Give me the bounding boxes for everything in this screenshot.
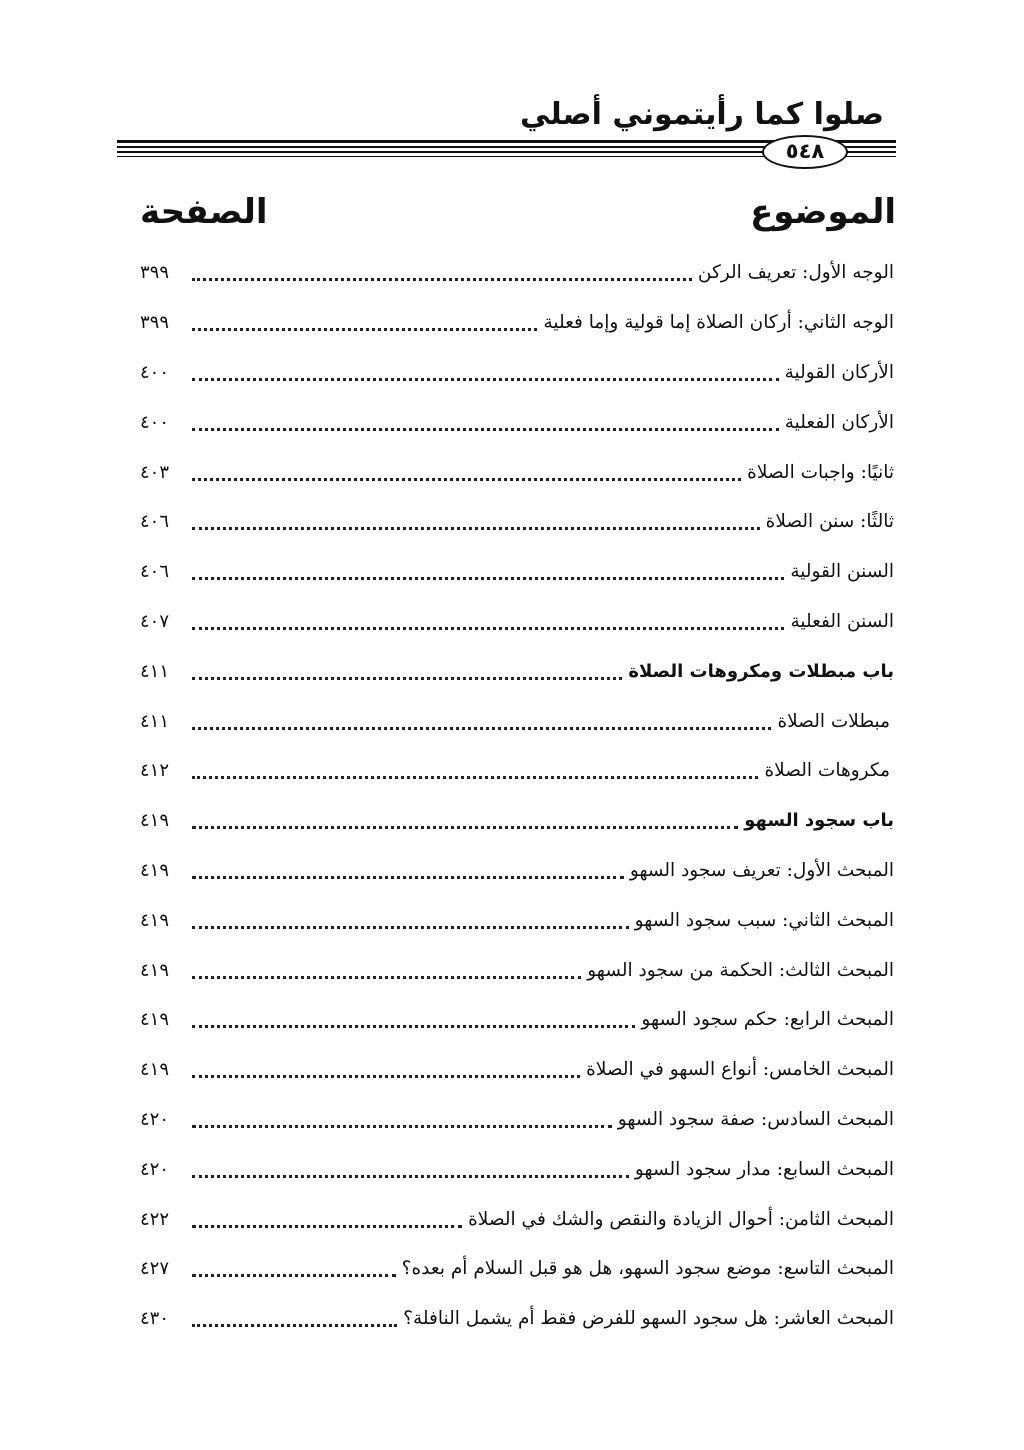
- toc-entry: المبحث السابع: مدار سجود السهو ٤٢٠: [140, 1158, 894, 1180]
- toc-entry: المبحث الثامن: أحوال الزيادة والنقص والشك في الصلاة ٤٢٢: [140, 1208, 894, 1230]
- toc-entry: السنن القولية ٤٠٦: [140, 561, 894, 583]
- page-number: ٥٤٨: [762, 135, 848, 169]
- toc-chapter-entry: باب مبطلات ومكروهات الصلاة ٤١١: [140, 660, 894, 682]
- toc-entry: المبحث السادس: صفة سجود السهو ٤٢٠: [140, 1108, 894, 1130]
- toc-entry: ثانيًا: واجبات الصلاة ٤٠٣: [140, 461, 894, 483]
- toc-entry: المبحث الرابع: حكم سجود السهو ٤١٩: [140, 1009, 894, 1031]
- toc-entry: الأركان القولية ٤٠٠: [140, 361, 894, 383]
- toc-entry: المبحث الخامس: أنواع السهو في الصلاة ٤١٩: [140, 1059, 894, 1081]
- toc-entry: المبحث الثاني: سبب سجود السهو ٤١٩: [140, 909, 894, 931]
- toc-entry: السنن الفعلية ٤٠٧: [140, 610, 894, 632]
- toc-entry: ثالثًا: سنن الصلاة ٤٠٦: [140, 511, 894, 533]
- toc-entry: مبطلات الصلاة ٤١١: [140, 710, 890, 732]
- toc-entry: مكروهات الصلاة ٤١٢: [140, 760, 890, 782]
- table-of-contents: [140, 248, 894, 1344]
- page-column-heading: الصفحة: [140, 192, 268, 232]
- toc-entry: الوجه الثاني: أركان الصلاة إما قولية وإما فعلية ٣٩٩: [140, 312, 894, 334]
- toc-entry: المبحث العاشر: هل سجود السهو للفرض فقط أم يشمل النافلة؟ ٤٣٠: [140, 1308, 894, 1330]
- topic-column-heading: الموضوع: [750, 192, 896, 232]
- toc-chapter-entry: باب سجود السهو ٤١٩: [140, 810, 894, 832]
- toc-entry: الأركان الفعلية ٤٠٠: [140, 411, 894, 433]
- toc-entry: الوجه الأول: تعريف الركن ٣٩٩: [140, 262, 894, 284]
- toc-entry: المبحث الثالث: الحكمة من سجود السهو ٤١٩: [140, 959, 894, 981]
- running-title: صلوا كما رأيتموني أصلي: [520, 97, 884, 132]
- toc-entry: المبحث الأول: تعريف سجود السهو ٤١٩: [140, 859, 894, 881]
- toc-entry: المبحث التاسع: موضع سجود السهو، هل هو قبل السلام أم بعده؟ ٤٢٧: [140, 1258, 894, 1280]
